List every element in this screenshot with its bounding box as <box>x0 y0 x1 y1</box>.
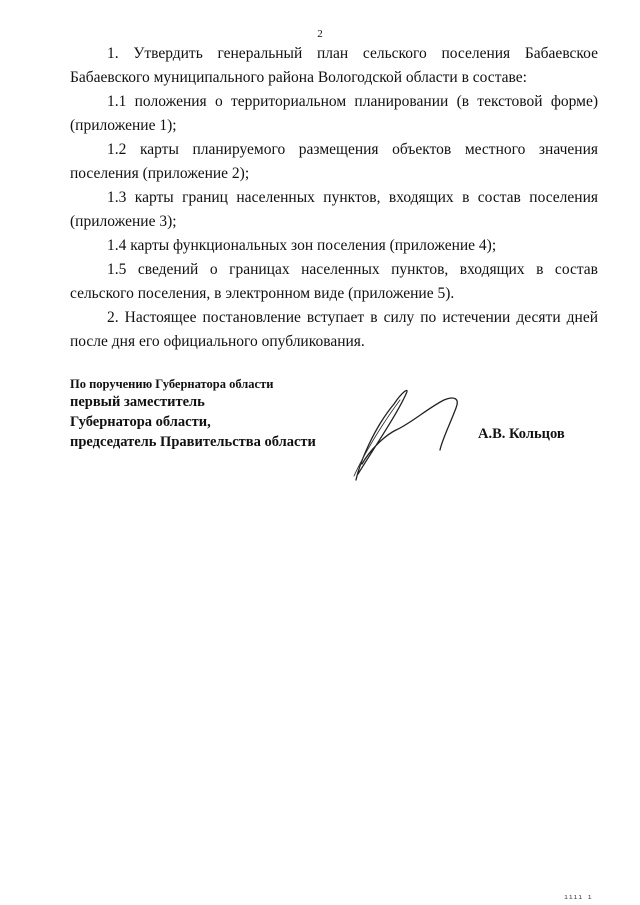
paragraph-item-1-3: 1.3 карты границ населенных пунктов, входящих в состав поселения (приложение 3); <box>70 189 598 230</box>
signature-position-line: первый заместитель <box>70 394 205 410</box>
signer-name: А.В. Кольцов <box>478 426 565 442</box>
signature-position-line: председатель Правительства области <box>70 434 316 450</box>
handwritten-signature-icon <box>344 384 474 484</box>
document-body <box>70 42 598 354</box>
barcode-mark: ıııı ı <box>564 893 593 901</box>
signature-block <box>70 376 350 452</box>
paragraph-item-1-5: 1.5 сведений о границах населенных пунктов, входящих в состав сельского поселения, в электронном виде (приложение 5). <box>70 261 598 302</box>
paragraph-effective-date: 2. Настоящее постановление вступает в силу по истечении десяти дней после дня его официального опубликования. <box>70 309 598 350</box>
paragraph-item-1-2: 1.2 карты планируемого размещения объектов местного значения поселения (приложение 2); <box>70 141 598 182</box>
signature-position-line: Губернатора области, <box>70 414 211 430</box>
paragraph-item-1-1: 1.1 положения о территориальном планировании (в текстовой форме) (приложение 1); <box>70 93 598 134</box>
signature-authority-line: По поручению Губернатора области <box>70 377 274 391</box>
paragraph-item-1-4: 1.4 карты функциональных зон поселения (приложение 4); <box>107 237 497 254</box>
page-number: 2 <box>317 28 323 40</box>
paragraph-approve-plan: 1. Утвердить генеральный план сельского поселения Бабаевское Бабаевского муниципального района Вологодской области в составе: <box>70 45 598 86</box>
